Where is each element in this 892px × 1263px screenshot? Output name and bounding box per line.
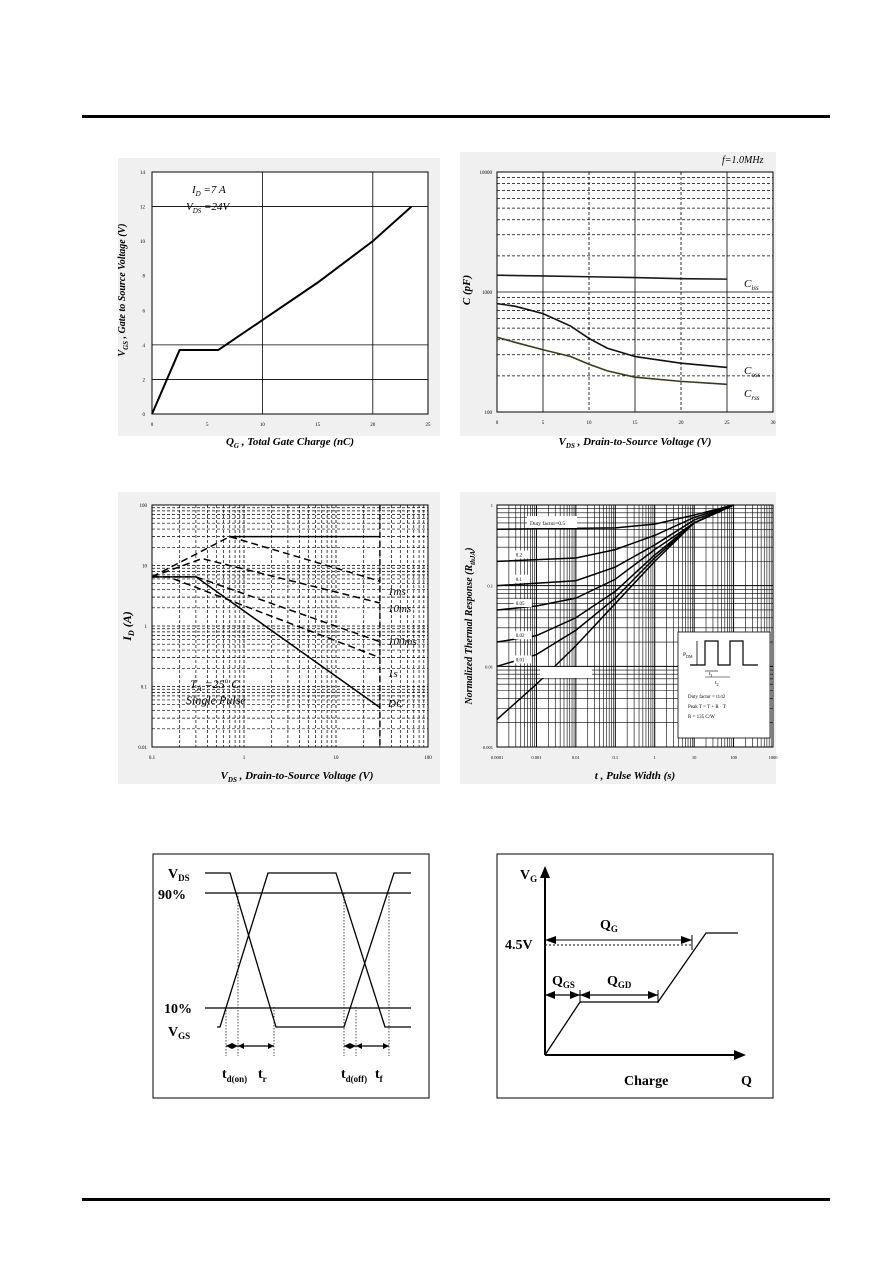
x-tick-label: 100 xyxy=(424,756,432,761)
x-tick-label: 0.1 xyxy=(612,755,619,760)
sw-tf-label: $t_f$ xyxy=(375,1067,383,1084)
x-tick-label: 5 xyxy=(541,421,545,426)
y-tick-label: 14 xyxy=(140,171,145,176)
soa-curve-label: 1ms xyxy=(388,586,406,598)
soa-pulse-label: Single Pulse xyxy=(186,693,246,707)
x-tick-label: 0.01 xyxy=(571,755,580,760)
x-tick-label: 20 xyxy=(678,421,684,426)
x-tick-label: 100 xyxy=(730,755,737,760)
x-tick-label: 15 xyxy=(315,423,321,428)
thermal-legend-title: Duty factor=0.5 xyxy=(530,521,566,527)
sw-tdon-label: $t_{d(on)}$ xyxy=(222,1067,248,1084)
y-tick-label: 10000 xyxy=(479,171,492,176)
crss-label: $C_{rss}$ xyxy=(744,388,760,402)
y-tick-label: 0.1 xyxy=(140,685,147,691)
gc-qgd-label: $Q_{GD}$ xyxy=(607,974,632,990)
gate-vds-label: $V_{DS} =24V$ xyxy=(186,201,230,215)
x-tick-label: 20 xyxy=(370,423,376,428)
y-tick-label: 1 xyxy=(490,503,493,508)
capacitance-chart xyxy=(460,152,776,450)
ciss-label: $C_{iss}$ xyxy=(744,278,759,292)
thermal-curve-label: 0.02 xyxy=(515,634,525,640)
sw-90-label: 90% xyxy=(158,888,186,903)
svg-text:t1: $t_1$ xyxy=(709,671,713,678)
thermal-xlabel: t , Pulse Width (s) xyxy=(594,770,676,782)
y-tick-label: 0 xyxy=(142,413,145,418)
x-tick-label: 10 xyxy=(333,756,339,761)
soa-curve-label: 10ms xyxy=(388,603,412,615)
cap-ylabel: C (pF) xyxy=(461,274,473,306)
thermal-curve-label: 0.2 xyxy=(515,553,523,559)
svg-text:Peak T = T + R · T: Peak T = T + R · T xyxy=(688,705,726,710)
gate-id-label: $I_D =7$ A xyxy=(192,184,226,198)
sw-vgs-label: $V_{GS}$ xyxy=(168,1025,191,1041)
thermal-chart xyxy=(460,492,778,784)
soa-curve-label: DC xyxy=(388,698,404,710)
gate-xlabel: $Q_G$ , Total Gate Charge (nC) xyxy=(225,436,355,450)
gc-charge-label: Charge xyxy=(624,1074,669,1089)
gc-qg-label: $Q_G$ xyxy=(600,918,618,934)
x-tick-label: 1 xyxy=(242,756,246,761)
x-tick-label: 10 xyxy=(691,755,697,760)
soa-xlabel: $V_{DS}$ , Drain-to-Source Voltage (V) xyxy=(220,770,374,784)
y-tick-label: 6 xyxy=(142,309,145,315)
y-tick-label: 8 xyxy=(142,274,145,280)
y-tick-label: 0.01 xyxy=(138,746,147,751)
gate-charge-chart xyxy=(117,158,440,450)
soa-ta-label: $T_A =25^o$ C xyxy=(190,677,240,693)
y-tick-label: 4 xyxy=(142,343,145,349)
x-tick-label: 15 xyxy=(632,421,638,426)
svg-text:PDM: $P_{DM}$ xyxy=(683,652,693,659)
y-tick-label: 2 xyxy=(142,378,145,384)
cap-freq-label: f=1.0MHz xyxy=(722,155,764,166)
x-tick-label: 0.1 xyxy=(148,756,156,761)
x-tick-label: 10 xyxy=(259,423,265,428)
gc-vg-label: $V_G$ xyxy=(520,868,538,884)
y-tick-label: 0.1 xyxy=(487,583,493,589)
y-tick-label: 0.001 xyxy=(482,745,493,750)
soa-curve-label: 1s xyxy=(388,668,398,680)
thermal-single-box xyxy=(540,667,592,678)
x-tick-label: 1 xyxy=(653,755,656,760)
sw-10-label: 10% xyxy=(164,1002,192,1017)
soa-curve-label: 100ms xyxy=(388,636,417,648)
soa-ylabel: $I_D$ (A) xyxy=(120,611,136,641)
y-tick-label: 10 xyxy=(140,240,145,246)
switching-waveform-diagram xyxy=(153,854,429,1098)
y-tick-label: 1 xyxy=(144,625,147,630)
y-tick-label: 1000 xyxy=(482,291,492,296)
thermal-ylabel: Normalized Thermal Response $(R_{thJA})$ xyxy=(464,547,477,705)
gate-charge-diagram xyxy=(497,854,773,1098)
thermal-curve-label: 0.1 xyxy=(515,577,523,583)
svg-text:Duty factor = t1/t2: Duty factor = t1/t2 xyxy=(688,695,726,700)
gate-ylabel: $V_{GS}$ , Gate to Source Voltage (V) xyxy=(117,223,130,357)
coss-label: $C_{oss}$ xyxy=(744,365,761,379)
cap-xlabel: $V_{DS}$ , Drain-to-Source Voltage (V) xyxy=(558,436,712,450)
x-tick-label: 5 xyxy=(205,423,209,428)
gc-q-label: Q xyxy=(741,1074,752,1089)
svg-text:R = 135 C/W: R = 135 C/W xyxy=(688,715,715,720)
sw-tdoff-label: $t_{d(off)}$ xyxy=(341,1067,368,1084)
x-tick-label: 10 xyxy=(586,421,592,426)
thermal-curve-label: 0.01 xyxy=(515,658,525,664)
y-tick-label: 0.01 xyxy=(485,664,493,670)
x-tick-label: 25 xyxy=(724,421,730,426)
thermal-inset xyxy=(678,632,770,738)
thermal-curve-label: 0.05 xyxy=(515,602,525,608)
svg-text:t2: $t_2$ xyxy=(715,680,719,687)
y-tick-label: 12 xyxy=(140,205,145,211)
x-tick-label: 0 xyxy=(150,423,154,428)
x-tick-label: 1000 xyxy=(768,755,778,760)
soa-chart xyxy=(118,492,440,784)
x-tick-label: 0.001 xyxy=(531,755,542,760)
x-tick-label: 30 xyxy=(770,421,776,426)
y-tick-label: 100 xyxy=(139,504,147,509)
x-tick-label: 0 xyxy=(495,421,499,426)
sw-vds-label: $V_{DS}$ xyxy=(168,867,190,883)
y-tick-label: 100 xyxy=(484,411,492,416)
sw-tr-label: $t_r$ xyxy=(258,1067,267,1084)
x-tick-label: 0.0001 xyxy=(490,755,504,760)
gc-45v-label: 4.5V xyxy=(505,938,533,953)
gc-qgs-label: $Q_{GS}$ xyxy=(552,974,575,990)
x-tick-label: 25 xyxy=(425,423,431,428)
y-tick-label: 10 xyxy=(142,564,147,570)
